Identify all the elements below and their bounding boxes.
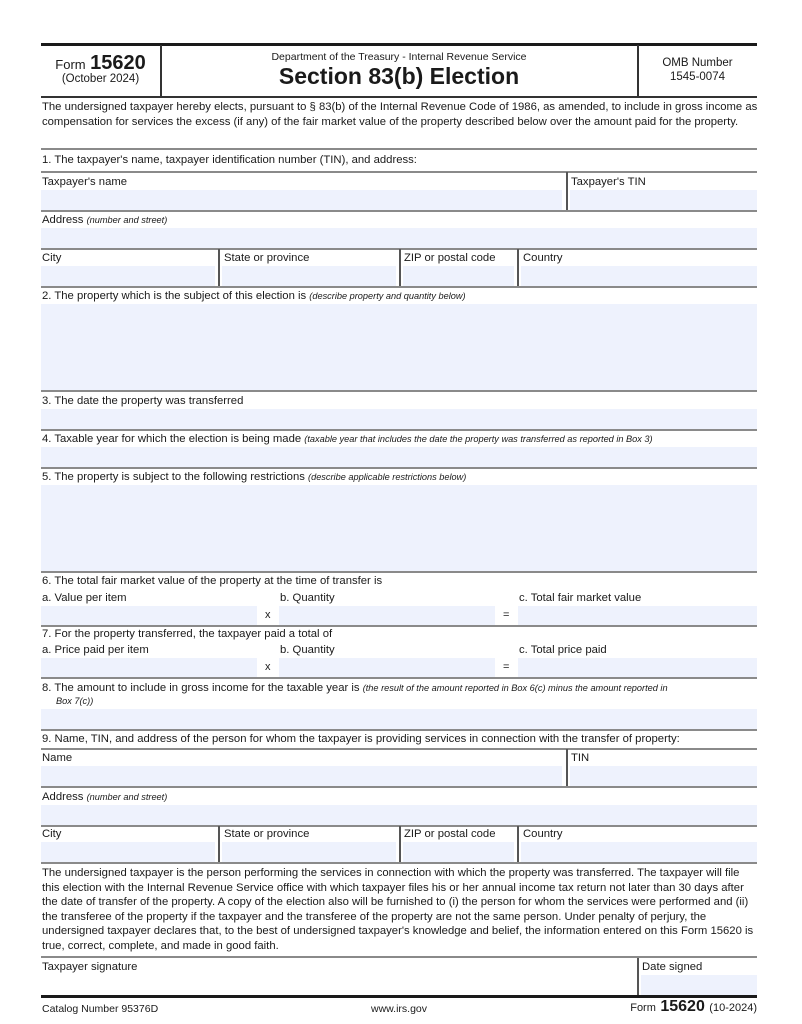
employer-state-input[interactable] <box>222 842 396 862</box>
equals-sign: = <box>503 661 510 673</box>
total-fmv-input[interactable] <box>518 606 757 625</box>
page-title: Section 83(b) Election <box>278 63 520 89</box>
q8-hint: (the result of the amount reported in Box 6(c) minus the amount reported in <box>362 683 668 693</box>
taxpayer-name-input[interactable] <box>41 190 562 210</box>
rule <box>41 467 757 469</box>
employer-address-input[interactable] <box>41 805 757 825</box>
rule <box>41 210 757 212</box>
q6c-label: c. Total fair market value <box>519 592 642 604</box>
footer-form-word: Form <box>630 1002 656 1014</box>
divider <box>517 249 519 287</box>
rule <box>41 171 757 173</box>
q8-heading <box>42 682 668 695</box>
divider <box>566 172 568 211</box>
signature-area[interactable] <box>41 975 635 995</box>
q2-heading <box>42 290 466 303</box>
address-label-text: Address <box>42 791 84 803</box>
taxpayer-city-input[interactable] <box>41 266 215 286</box>
q1-heading: 1. The taxpayer's name, taxpayer identification number (TIN), and address: <box>42 154 417 166</box>
omb-block <box>638 56 757 84</box>
q4-hint: (taxable year that includes the date the property was transferred as reported in Box 3) <box>304 434 653 444</box>
divider <box>637 958 639 996</box>
property-description-input[interactable] <box>41 304 757 390</box>
divider <box>399 249 401 287</box>
q5-heading-text: 5. The property is subject to the following restrictions <box>42 471 305 483</box>
taxpayer-tin-input[interactable] <box>570 190 757 210</box>
rule <box>41 677 757 679</box>
taxpayer-zip-input[interactable] <box>403 266 514 286</box>
q6a-label: a. Value per item <box>42 592 127 604</box>
q3-heading: 3. The date the property was transferred <box>42 395 244 407</box>
employer-zip-label: ZIP or postal code <box>404 828 496 840</box>
taxpayer-zip-label: ZIP or postal code <box>404 252 496 264</box>
form-word: Form <box>55 57 86 72</box>
taxpayer-city-label: City <box>42 252 62 264</box>
q6b-label: b. Quantity <box>280 592 335 604</box>
value-per-item-input[interactable] <box>41 606 257 625</box>
rule <box>41 286 757 288</box>
divider <box>517 826 519 863</box>
address-hint: (number and street) <box>86 792 168 802</box>
rule <box>41 429 757 431</box>
declaration-text: The undersigned taxpayer is the person performing the services in connection with which the property was transferred. The taxpayer will file this election with the Internal Revenue Service office with which taxpayer files his or her annual income tax return not later than 30 days after the date of transfer of the property. A copy of the election also will be furnished to (i) the person for whom the services were performed and (ii) the transferee of the property if the taxpayer and the transferee of the property are not the same person. Under penalty of perjury, the undersigned taxpayer declares that, to the best of undersigned taxpayer's knowledge and belief, the information entered on this Form 15620 is true, correct, complete, and made in good faith. <box>42 867 754 952</box>
taxpayer-country-label: Country <box>523 252 563 264</box>
transfer-date-input[interactable] <box>41 409 757 429</box>
rule <box>41 390 757 392</box>
divider <box>218 249 220 287</box>
q7-heading: 7. For the property transferred, the taxpayer paid a total of <box>42 628 333 640</box>
employer-name-input[interactable] <box>41 766 562 786</box>
q5-hint: (describe applicable restrictions below) <box>308 472 467 482</box>
rule <box>41 625 757 627</box>
q8-hint-cont: Box 7(c)) <box>56 696 94 706</box>
form-number: 15620 <box>90 52 146 74</box>
q4-heading-text: 4. Taxable year for which the election is being made <box>42 433 302 445</box>
footer-form-id <box>630 998 757 1016</box>
taxpayer-address-label <box>42 214 167 227</box>
q8-heading-text: 8. The amount to include in gross income for the taxable year is <box>42 682 360 694</box>
gross-income-amount-input[interactable] <box>41 709 757 729</box>
address-label-text: Address <box>42 214 84 226</box>
taxpayer-state-label: State or province <box>224 252 310 264</box>
irs-website-link[interactable]: www.irs.gov <box>371 1003 428 1015</box>
date-signed-input[interactable] <box>641 975 757 995</box>
taxpayer-state-input[interactable] <box>222 266 396 286</box>
employer-country-label: Country <box>523 828 563 840</box>
divider <box>218 826 220 863</box>
catalog-number: Catalog Number 95376D <box>42 1003 159 1015</box>
employer-tin-input[interactable] <box>570 766 757 786</box>
rule <box>41 148 757 150</box>
omb-label: OMB Number <box>662 57 733 69</box>
taxpayer-name-label: Taxpayer's name <box>42 176 128 188</box>
times-sign: x <box>265 609 271 621</box>
employer-address-label <box>42 791 167 804</box>
times-sign: x <box>265 661 271 673</box>
rule <box>41 729 757 731</box>
q6-quantity-input[interactable] <box>279 606 495 625</box>
taxable-year-input[interactable] <box>41 447 757 467</box>
employer-city-input[interactable] <box>41 842 215 862</box>
form-id <box>41 52 160 85</box>
q7b-label: b. Quantity <box>280 644 335 656</box>
employer-state-label: State or province <box>224 828 310 840</box>
footer-revision: (10-2024) <box>709 1002 757 1014</box>
restrictions-input[interactable] <box>41 485 757 571</box>
q2-hint: (describe property and quantity below) <box>309 291 466 301</box>
employer-zip-input[interactable] <box>403 842 514 862</box>
taxpayer-tin-label: Taxpayer's TIN <box>571 176 646 188</box>
rule <box>41 571 757 573</box>
employer-tin-label: TIN <box>571 752 590 764</box>
header-bottom-rule <box>41 96 757 98</box>
rule <box>41 748 757 750</box>
q7c-label: c. Total price paid <box>519 644 607 656</box>
rule <box>41 786 757 788</box>
q5-heading <box>42 471 466 484</box>
divider <box>566 749 568 787</box>
form-revision: (October 2024) <box>61 73 140 85</box>
q7-quantity-input[interactable] <box>279 658 495 677</box>
q6-heading: 6. The total fair market value of the property at the time of transfer is <box>42 575 383 587</box>
total-price-input[interactable] <box>518 658 757 677</box>
employer-name-label: Name <box>42 752 73 764</box>
divider <box>399 826 401 863</box>
q9-heading: 9. Name, TIN, and address of the person for whom the taxpayer is providing services in connection with the transfer of property: <box>42 733 680 745</box>
employer-country-input[interactable] <box>521 842 757 862</box>
employer-city-label: City <box>42 828 62 840</box>
footer-form-number: 15620 <box>660 998 705 1015</box>
omb-number: 1545-0074 <box>670 71 725 83</box>
q2-heading-text: 2. The property which is the subject of this election is <box>42 290 307 302</box>
taxpayer-country-input[interactable] <box>521 266 757 286</box>
address-hint: (number and street) <box>86 215 168 225</box>
header-top-rule <box>41 43 757 46</box>
signature-label: Taxpayer signature <box>42 961 138 973</box>
agency-name: Department of the Treasury - Internal Revenue Service <box>271 51 527 63</box>
intro-text: The undersigned taxpayer hereby elects, pursuant to § 83(b) of the Internal Revenue Code of 1986, as amended, to include in gross income as compensation for services the excess (if any) of the fair market value of the property described below over the amount paid for the property. <box>42 101 758 128</box>
price-per-item-input[interactable] <box>41 658 257 677</box>
rule <box>41 956 757 958</box>
q4-heading <box>42 433 653 446</box>
equals-sign: = <box>503 609 510 621</box>
taxpayer-address-input[interactable] <box>41 228 757 248</box>
date-signed-label: Date signed <box>642 961 703 973</box>
rule <box>41 862 757 864</box>
q7a-label: a. Price paid per item <box>42 644 149 656</box>
